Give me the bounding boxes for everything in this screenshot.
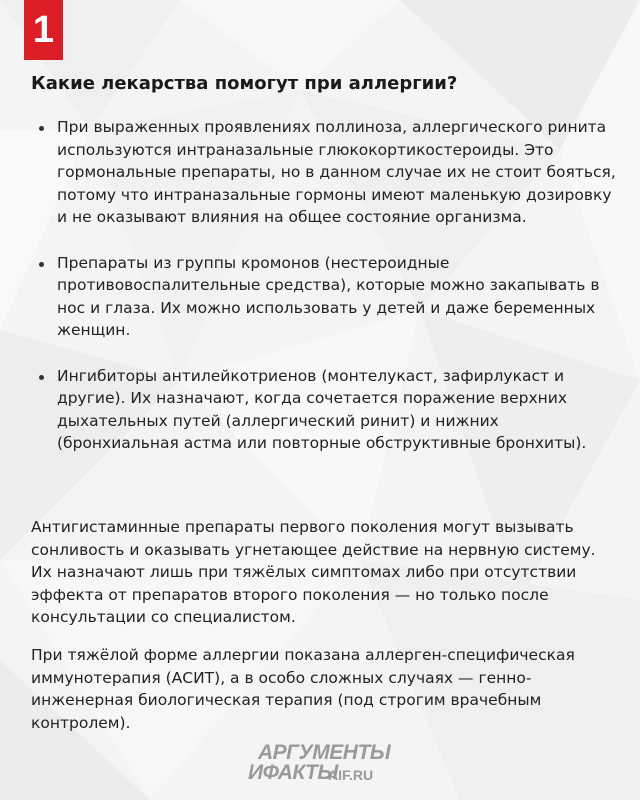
immunotherapy-paragraph: При тяжёлой форме аллергии показана аллерген-специфическая иммунотерапия (АСИТ), а в особо сложных случаях — генно-инженерная биологическая терапия (под строгим врачебным контролем).	[31, 646, 575, 732]
medication-list	[0, 116, 640, 478]
list-item	[0, 365, 640, 455]
bullet-icon	[39, 375, 44, 380]
bullet-icon	[39, 262, 44, 267]
list-item	[0, 116, 640, 229]
slide-heading: Какие лекарства помогут при аллергии?	[31, 73, 458, 94]
aif-logo	[248, 742, 418, 788]
list-item-text: Препараты из группы кромонов (нестероидные противовоспалительные средства), которые можно закапывать в нос и глаза. Их можно использовать у детей и даже беременных женщин.	[57, 253, 600, 339]
list-item	[0, 252, 640, 342]
logo-line-1: АРГУМЕНТЫ	[258, 741, 391, 764]
slide-number-badge: 1	[24, 0, 63, 60]
list-item-text: Ингибиторы антилейкотриенов (монтелукаст, зафирлукаст и другие). Их назначают, когда сочетается поражение верхних дыхательных путей (аллергический ринит) и нижних (бронхиальная астма или повторные обструктивные бронхиты).	[57, 366, 587, 452]
list-item-text: При выраженных проявлениях поллиноза, аллергического ринита используются интраназальные глюкокортикостероиды. Это гормональные препараты, но в данном случае их не стоит бояться, потому что интраназальные гормоны имеют маленькую дозировку и не оказывают влияния на общее состояние организма.	[57, 118, 616, 226]
bullet-icon	[39, 126, 44, 131]
logo-line-2: ИФАКТЫ	[248, 761, 338, 784]
logo-site: AIF.RU	[328, 767, 374, 783]
antihistamine-paragraph: Антигистаминные препараты первого поколения могут вызывать сонливость и оказывать угнетающее действие на нервную систему. Их назначают лишь при тяжёлых симптомах либо при отсутствии эффекта от препаратов второго поколения — но только после консультации со специалистом.	[31, 518, 596, 626]
